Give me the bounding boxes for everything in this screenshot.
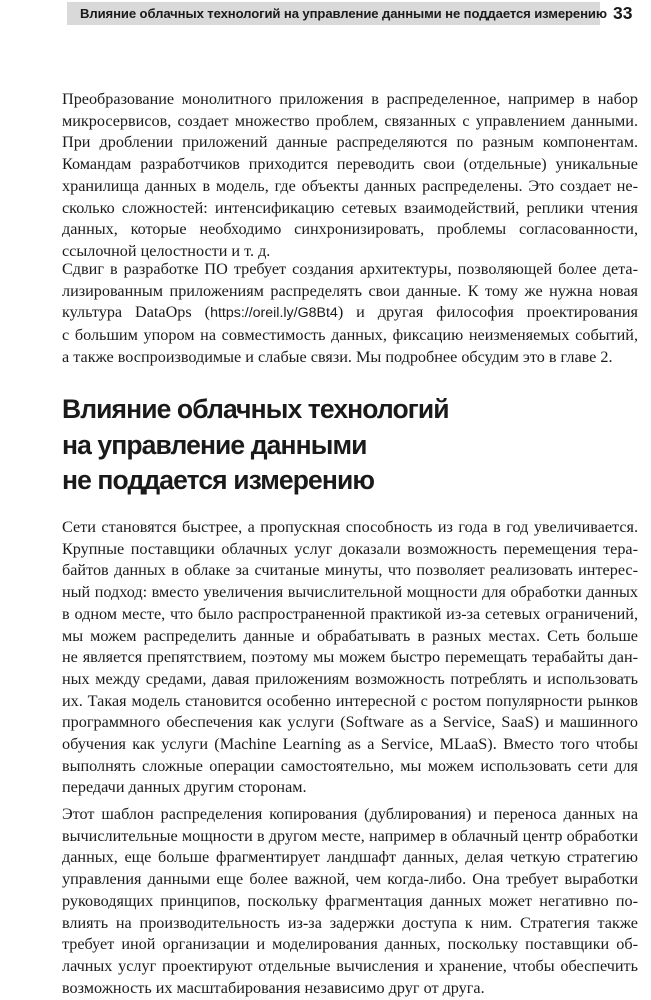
text-line: Командам разработчиков приходится переводить свои (отдельные) уникальные [62, 155, 638, 174]
text-line: влиять на производительность из-за задержки доступа к ним. Стратегия также [62, 913, 638, 932]
paragraph-distribution-template [62, 804, 638, 999]
text-line: в одном месте, что было распространенной практикой из-за сетевых ограничений, [62, 604, 638, 623]
text-line: мы можем распределить данные и обрабатывать в разных местах. Сеть больше [62, 626, 638, 645]
section-heading [62, 392, 622, 499]
text-line: не является препятствием, поэтому мы можем быстро перемещать терабайты дан- [62, 648, 638, 667]
dataops-link[interactable]: https://oreil.ly/G8Bt4 [210, 305, 338, 322]
text-line: ных между средами, давая приложениям возможность потреблять и использовать [62, 669, 638, 688]
text-line: байтов данных в облаке за считаные минуты, что позволяет реализовать интерес- [62, 561, 638, 580]
paragraph-networks [62, 517, 638, 799]
paragraph-monolith [62, 89, 638, 263]
text-line: программного обеспечения как услуги (Software as a Service, SaaS) и машинного [62, 713, 638, 732]
text-line: их. Такая модель становится особенно интересной с ростом популярности рынков [62, 691, 638, 710]
heading-line: не поддается измерению [62, 465, 375, 495]
text-line: а также воспроизводимые и слабые связи. Мы подробнее обсудим это в главе 2. [62, 347, 613, 366]
text-line: передачи данных другим сторонам. [62, 778, 307, 797]
text-fragment: культура DataOps ( [62, 303, 211, 322]
text-line: обучения как услуги (Machine Learning as a Service, MLaaS). Вместо того чтобы [62, 735, 638, 754]
text-line: вычислительные мощности в другом месте, например в облачный центр обработки [62, 826, 638, 845]
text-fragment: ) и другая философия проектирования [337, 303, 638, 322]
text-line: с большим упором на совместимость данных, фиксацию неизменяемых событий, [62, 326, 638, 345]
text-line: выполнять сложные операции самостоятельно, мы можем использовать сети для [62, 756, 638, 775]
text-line: лачных услуг проектируют отдельные вычисления и хранение, чтобы обеспечить [62, 956, 638, 975]
running-header [0, 0, 651, 28]
text-line: управления данными еще более важной, чем когда-либо. Она требует выработки [62, 870, 638, 889]
running-header-title: Влияние облачных технологий на управление данными не поддается измерению [80, 6, 607, 21]
text-line: возможность их масштабирования независимо друг от друга. [62, 978, 485, 997]
text-line: Крупные поставщики облачных услуг доказали возможность перемещения тера- [62, 539, 638, 558]
text-line: лизированным приложениям распределять свои данные. К тому же нужна новая [62, 281, 638, 300]
text-line: данных, которые необходимо синхронизировать, проблемы согласованности, [62, 220, 638, 239]
text-line: хранилища данных в модель, где объекты данных распределены. Это создает не- [62, 176, 638, 195]
page-number: 33 [613, 3, 633, 23]
text-line: Сети становятся быстрее, а пропускная способность из года в год увеличивается. [62, 518, 638, 536]
text-line: микросервисов, создает множество проблем, связанных с управлением данными. [62, 111, 638, 130]
text-line: руководящих принципов, поскольку фрагментация данных может негативно по- [62, 891, 638, 910]
text-line: ссылочной целостности и т. д. [62, 241, 271, 260]
text-line: При дроблении приложений данные распределяются по разным компонентам. [62, 133, 638, 152]
text-line: Преобразование монолитного приложения в распределенное, например в набор [62, 90, 638, 108]
heading-line: Влияние облачных технологий [62, 394, 449, 424]
text-line: сколько сложностей: интенсификацию сетевых взаимодействий, реплики чтения [62, 198, 638, 217]
text-line: Этот шаблон распределения копирования (дублирования) и переноса данных на [62, 805, 638, 823]
paragraph-dataops [62, 259, 638, 369]
text-line: требует иной организации и моделирования данных, поскольку поставщики об- [62, 935, 638, 954]
text-line: Сдвиг в разработке ПО требует создания архитектуры, позволяющей более дета- [62, 260, 638, 278]
heading-line: на управление данными [62, 429, 367, 460]
text-line: данных, еще больше фрагментирует ландшафт данных, делая четкую стратегию [62, 848, 638, 867]
text-line: ный подход: вместо увеличения вычислительной мощности для обработки данных [62, 583, 638, 602]
text-line [62, 302, 638, 325]
